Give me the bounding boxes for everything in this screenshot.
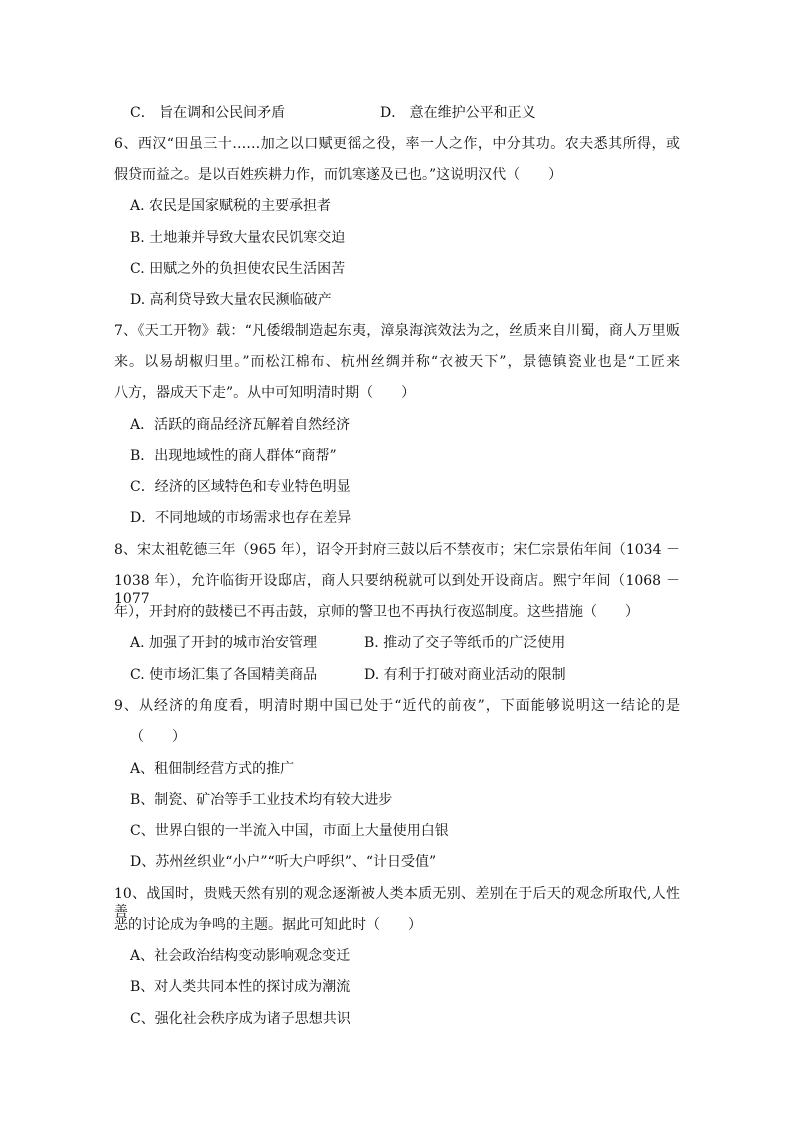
q10-option-a: A、社会政治结构变动影响观念变迁 [130,948,351,964]
q8-stem-line2: 1038 年），允许临街开设邸店，商人只要纳税就可以到处开设商店。熙宁年间（1068 － 1077 [114,573,680,607]
q5-option-d: D． 意在维护公平和正义 [380,105,536,121]
q5-option-c: C． 旨在调和公民间矛盾 [130,105,286,121]
q7-option-c: C．经济的区域特色和专业特色明显 [130,479,351,495]
q10-option-c: C、强化社会秩序成为诸子思想共识 [130,1011,351,1027]
q7-stem-line3: 八方，器成天下走”。从中可知明清时期（ ） [114,385,416,401]
q8-stem-line1: 8、宋太祖乾德三年（965 年），诏令开封府三鼓以后不禁夜市；宋仁宗景佑年间（1034 － [114,542,680,558]
q6-stem-line2: 假贷而益之。是以百姓疾耕力作，而饥寒遂及已也。”这说明汉代（ ） [114,167,563,183]
q9-option-c: C、世界白银的一半流入中国，市面上大量使用白银 [130,823,449,839]
q10-stem-line1: 10、战国时，贵贱天然有别的观念逐渐被人类本质无别、差别在于后天的观念所取代,人性善 [114,886,680,920]
q6-option-c: C. 田赋之外的负担使农民生活困苦 [130,261,346,277]
q10-option-b: B、对人类共同本性的探讨成为潮流 [130,979,351,995]
q9-stem-line2: （ ） [130,729,186,745]
q6-option-d: D. 高利贷导致大量农民濒临破产 [130,292,332,308]
q9-option-d: D、苏州丝织业“小户”“听大户呼织”、“计日受值” [130,854,437,870]
q8-option-b: B. 推动了交子等纸币的广泛使用 [364,635,566,651]
q6-stem-line1: 6、西汉“田虽三十……加之以口赋更徭之役，率一人之作，中分其功。农夫悉其所得，或 [114,136,680,152]
q7-option-a: A．活跃的商品经济瓦解着自然经济 [130,417,351,433]
q9-option-b: B、制瓷、矿冶等手工业技术均有较大进步 [130,792,393,808]
q8-option-d: D. 有利于打破对商业活动的限制 [364,667,566,683]
q7-stem-line2: 来。以易胡椒归里。”而松江棉布、杭州丝绸并称“衣被天下”，景德镇瓷业也是“工匠来 [114,354,680,370]
q7-stem-line1: 7、《天工开物》载：“凡倭缎制造起东夷，漳泉海滨效法为之，丝质来自川蜀，商人万里贩 [114,323,680,339]
q6-option-a: A. 农民是国家赋税的主要承担者 [130,198,332,214]
q8-option-a: A. 加强了开封的城市治安管理 [130,635,318,651]
q7-option-d: D．不同地域的市场需求也存在差异 [130,510,352,526]
q8-option-c: C. 使市场汇集了各国精美商品 [130,667,318,683]
q8-stem-line3: 年），开封府的鼓楼已不再击鼓，京师的警卫也不再执行夜巡制度。这些措施（ ） [114,604,639,620]
q9-option-a: A、租佃制经营方式的推广 [130,761,295,777]
q9-stem-line1: 9、从经济的角度看，明清时期中国已处于“近代的前夜”，下面能够说明这一结论的是 [114,698,680,714]
q7-option-b: B．出现地域性的商人群体“商帮” [130,448,337,464]
q10-stem-line2: 恶的讨论成为争鸣的主题。据此可知此时（ ） [114,917,422,933]
q6-option-b: B. 土地兼并导致大量农民饥寒交迫 [130,230,346,246]
